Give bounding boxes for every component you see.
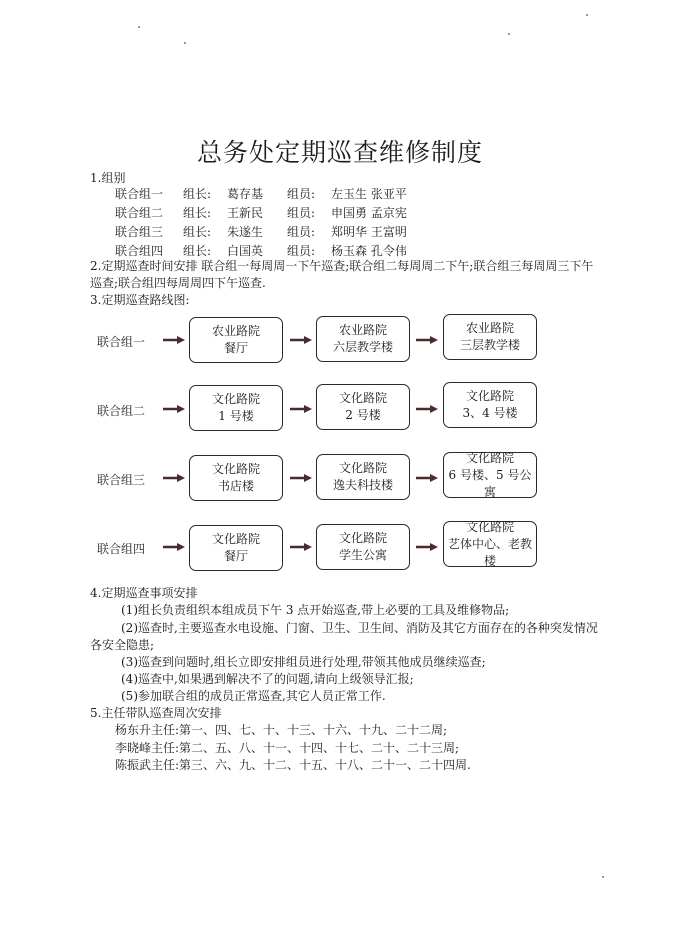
group-row-3 — [115, 224, 407, 240]
group-row-1 — [115, 186, 407, 202]
leader-name: 王新民 — [227, 206, 264, 220]
member-label: 组员: — [287, 206, 316, 220]
stop-building: 1 号楼 — [218, 409, 254, 423]
route-stop-box — [189, 525, 283, 571]
section5-item: 陈振武主任:第三、六、九、十二、十五、十八、二十一、二十四周. — [115, 758, 471, 772]
route-stop-box — [443, 314, 537, 360]
stop-campus: 文化路院 — [338, 391, 387, 405]
arrow-icon — [290, 543, 312, 551]
route-stop-box — [316, 384, 410, 430]
arrow-icon — [416, 405, 438, 413]
arrow-icon — [416, 543, 438, 551]
leader-name: 朱遂生 — [227, 225, 264, 239]
route-row-label: 联合组四 — [97, 542, 146, 556]
group-name: 联合组三 — [115, 225, 164, 239]
route-stop-box — [189, 385, 283, 431]
group-row-2 — [115, 205, 407, 221]
section4-item: (2)巡查时,主要巡查水电设施、门窗、卫生、卫生间、消防及其它方面存在的各种突发情况 — [121, 621, 598, 635]
leader-name: 白国英 — [227, 244, 264, 258]
stop-building: 逸夫科技楼 — [332, 478, 393, 492]
leader-label: 组长: — [183, 244, 212, 258]
group-name: 联合组一 — [115, 187, 164, 201]
stop-campus: 文化路院 — [465, 450, 514, 465]
group-row-4 — [115, 243, 407, 259]
member-names: 杨玉森 孔令伟 — [331, 244, 407, 258]
member-names: 申国勇 孟京宪 — [331, 206, 407, 220]
stop-campus: 文化路院 — [338, 461, 387, 475]
section4-heading: 4.定期巡查事项安排 — [90, 586, 198, 600]
leader-name: 葛存基 — [227, 187, 264, 201]
section5-item: 李晓峰主任:第二、五、八、十一、十四、十七、二十、二十三周; — [115, 741, 460, 755]
stop-campus: 农业路院 — [465, 321, 514, 335]
scan-speck — [602, 876, 604, 878]
page-title: 总务处定期巡查维修制度 — [196, 138, 483, 167]
arrow-icon — [416, 336, 438, 344]
stop-building: 书店楼 — [217, 479, 254, 493]
stop-campus: 文化路院 — [211, 532, 260, 546]
route-stop-box — [316, 454, 410, 500]
scan-speck — [508, 33, 510, 35]
section4-item: (1)组长负责组织本组成员下午 3 点开始巡查,带上必要的工具及维修物品; — [121, 603, 510, 617]
scan-speck — [184, 42, 186, 44]
arrow-icon — [163, 474, 185, 482]
section5-heading: 5.主任带队巡查周次安排 — [90, 706, 222, 720]
route-stop-box — [189, 317, 283, 363]
member-label: 组员: — [287, 225, 316, 239]
arrow-icon — [290, 336, 312, 344]
stop-building: 六层教学楼 — [332, 340, 393, 354]
route-row-label: 联合组三 — [97, 473, 146, 487]
arrow-icon — [163, 405, 185, 413]
stop-campus: 农业路院 — [211, 324, 260, 338]
route-stop-box — [443, 452, 537, 498]
stop-building: 学生公寓 — [338, 548, 387, 562]
arrow-icon — [163, 543, 185, 551]
stop-campus: 文化路院 — [465, 389, 514, 403]
member-names: 左玉生 张亚平 — [331, 187, 407, 201]
section4-item: (5)参加联合组的成员正常巡查,其它人员正常工作. — [121, 689, 386, 703]
leader-label: 组长: — [183, 187, 212, 201]
leader-label: 组长: — [183, 206, 212, 220]
stop-building: 三层教学楼 — [459, 338, 520, 352]
route-stop-box — [316, 316, 410, 362]
stop-campus: 农业路院 — [338, 323, 387, 337]
stop-building: 2 号楼 — [345, 408, 381, 422]
section1-heading: 1.组别 — [90, 171, 126, 185]
stop-campus: 文化路院 — [211, 392, 260, 406]
member-names: 郑明华 王富明 — [331, 225, 407, 239]
route-stop-box — [443, 382, 537, 428]
member-label: 组员: — [287, 244, 316, 258]
arrow-icon — [290, 474, 312, 482]
route-row-label: 联合组二 — [97, 404, 146, 418]
group-name: 联合组四 — [115, 244, 164, 258]
group-name: 联合组二 — [115, 206, 164, 220]
stop-building: 艺体中心、老教楼 — [447, 536, 532, 568]
section5-item: 杨东升主任:第一、四、七、十、十三、十六、十九、二十二周; — [115, 723, 448, 737]
stop-building: 餐厅 — [223, 549, 248, 563]
stop-campus: 文化路院 — [211, 462, 260, 476]
route-row-label: 联合组一 — [97, 335, 146, 349]
route-stop-box — [189, 455, 283, 501]
arrow-icon — [290, 405, 312, 413]
scan-speck — [586, 14, 588, 16]
scan-speck — [138, 26, 140, 28]
section4-item-cont: 各安全隐患; — [90, 638, 155, 652]
stop-campus: 文化路院 — [338, 531, 387, 545]
section4-item: (4)巡查中,如果遇到解决不了的问题,请向上级领导汇报; — [121, 672, 414, 686]
stop-building: 6 号楼、5 号公寓 — [448, 467, 532, 499]
arrow-icon — [163, 336, 185, 344]
leader-label: 组长: — [183, 225, 212, 239]
section3-heading: 3.定期巡查路线图: — [90, 293, 190, 307]
member-label: 组员: — [287, 187, 316, 201]
section4-item: (3)巡查到问题时,组长立即安排组员进行处理,带领其他成员继续巡查; — [121, 655, 486, 669]
section2-line2: 巡查;联合组四每周周四下午巡查. — [90, 276, 266, 290]
route-stop-box — [443, 521, 537, 567]
arrow-icon — [416, 474, 438, 482]
route-stop-box — [316, 524, 410, 570]
stop-campus: 文化路院 — [465, 519, 514, 534]
stop-building: 餐厅 — [223, 341, 248, 355]
stop-building: 3、4 号楼 — [462, 406, 518, 420]
section2-line1: 2.定期巡查时间安排 联合组一每周周一下午巡查;联合组二每周周二下午;联合组三每周周三下午 — [90, 259, 594, 273]
